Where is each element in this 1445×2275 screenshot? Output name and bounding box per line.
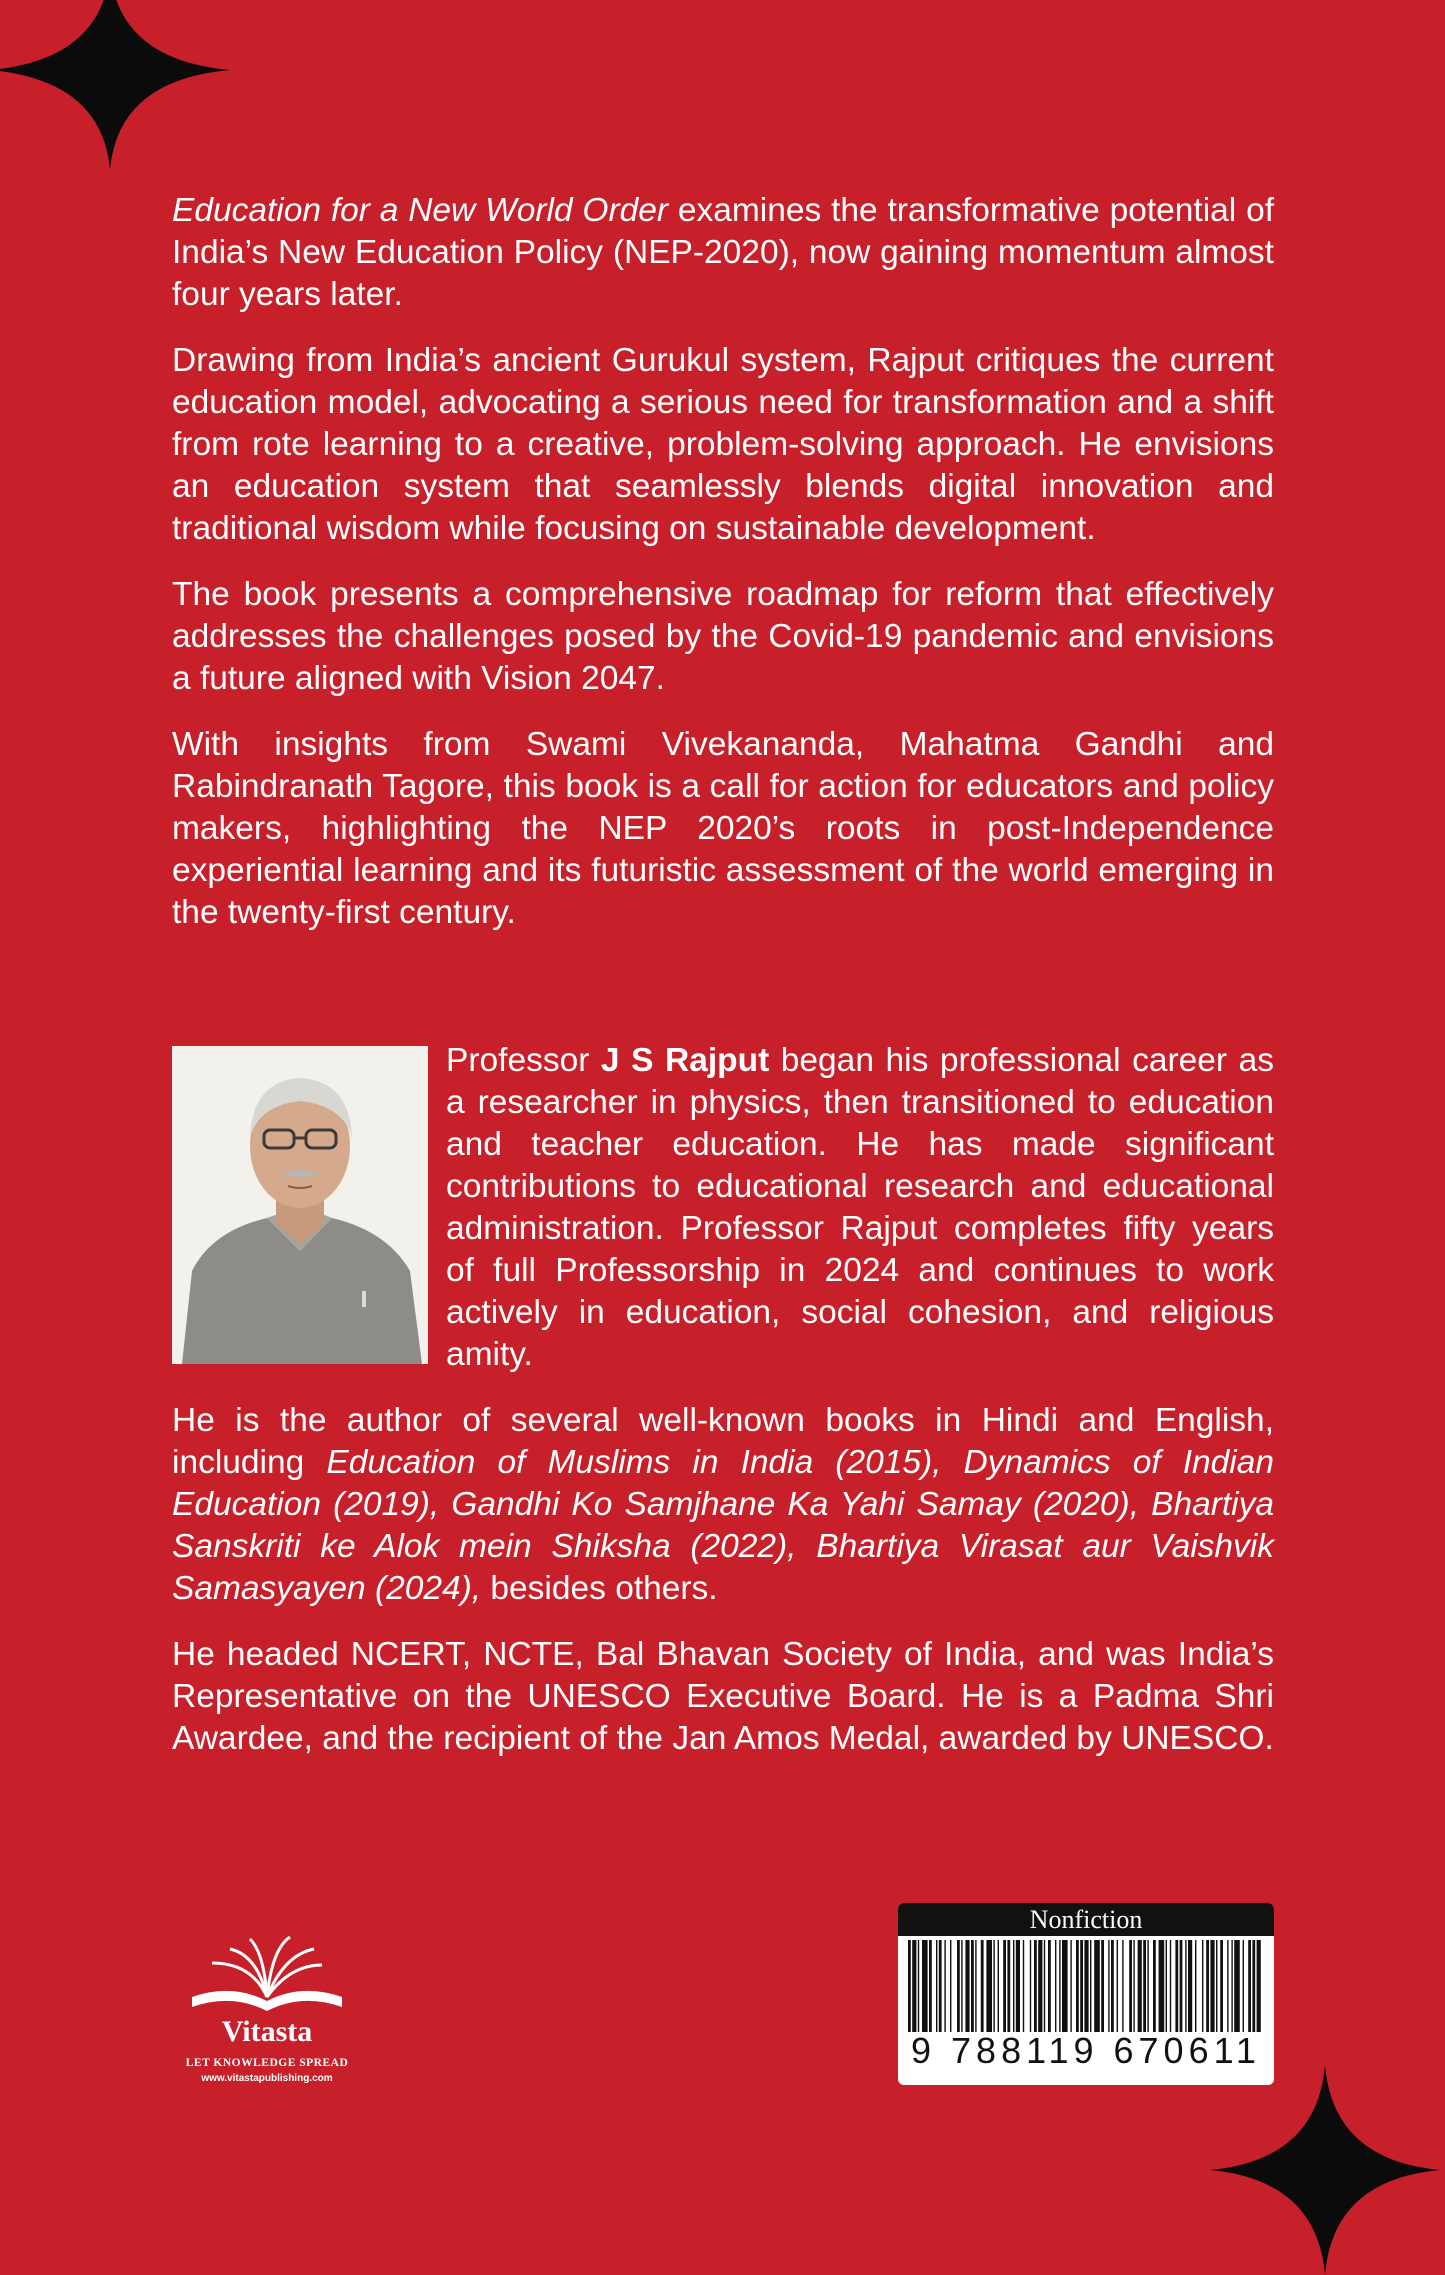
- star-decoration-bottom: [1210, 2065, 1440, 2275]
- publisher-url: www.vitastapublishing.com: [201, 2073, 333, 2084]
- blurb-paragraph-3: The book presents a comprehensive roadmap for reform that effectively addresses the challenges posed by the Covid-19 pandemic and envisions a future aligned with Vision 2047.: [172, 576, 1274, 697]
- blurb-paragraph-1: Education for a New World Order examines the transformative potential of India’s New Education Policy (NEP-2020), now gaining momentum almost four years later.: [172, 192, 1275, 313]
- back-cover-text: [172, 190, 1274, 1784]
- blurb-paragraph-4: With insights from Swami Vivekananda, Mahatma Gandhi and Rabindranath Tagore, this book is a call for action for educators and policy makers, highlighting the NEP 2020’s roots in post-Independence experiential learning and its futuristic assessment of the world emerging in the twenty-first century.: [172, 726, 1274, 931]
- blurb-paragraph-2: Drawing from India’s ancient Gurukul system, Rajput critiques the current education model, advocating a serious need for transformation and a shift from rote learning to a creative, problem-solving approach. He envisions an education system that seamlessly blends digital innovation and traditional wisdom while focusing on sustainable development.: [172, 342, 1274, 547]
- vitasta-book-logo-icon: [172, 1935, 362, 2075]
- author-books: He is the author of several well-known books in Hindi and English, including Education of Muslims in India (2015), Dynamics of Indian Education (2019), Gandhi Ko Samjhane Ka Yahi Samay (2020), Bhartiya Sanskriti ke Alok mein Shiksha (2022), Bhartiya Virasat aur Vaishvik Samasyayen (2024), besides others.: [172, 1402, 1275, 1607]
- author-section: [172, 1040, 1274, 1760]
- publisher-tagline: LET KNOWLEDGE SPREAD: [185, 2057, 349, 2069]
- book-title: Education for a New World Order: [172, 192, 669, 229]
- genre-label: Nonfiction: [898, 1903, 1274, 1936]
- author-honours: He headed NCERT, NCTE, Bal Bhavan Society of India, and was India’s Representative on the UNESCO Executive Board. He is a Padma Shri Awardee, and the recipient of the Jan Amos Medal, awarded by UNESCO.: [172, 1636, 1274, 1757]
- author-bio: Professor J S Rajput began his professional career as a researcher in physics, then transitioned to education and teacher education. He has made significant contributions to educational research and educational administration. Professor Rajput completes fifty years of full Professorship in 2024 and continues to work actively in education, social cohesion, and religious amity.: [446, 1042, 1274, 1373]
- isbn-number: 9 788119 670611: [911, 2030, 1261, 2071]
- book-titles-list: Education of Muslims in India (2015), Dynamics of Indian Education (2019), Gandhi Ko Samjhane Ka Yahi Samay (2020), Bhartiya Sanskriti ke Alok mein Shiksha (2022), Bhartiya Virasat aur Vaishvik Samasyayen (2024),: [172, 1444, 1275, 1607]
- star-decoration-top: [0, 0, 240, 170]
- author-name: J S Rajput: [600, 1042, 770, 1079]
- isbn-barcode: [898, 1903, 1274, 2085]
- publisher-name: Vitasta: [221, 2015, 313, 2048]
- barcode-bars: [906, 1940, 1266, 2032]
- author-photo: [172, 1046, 428, 1364]
